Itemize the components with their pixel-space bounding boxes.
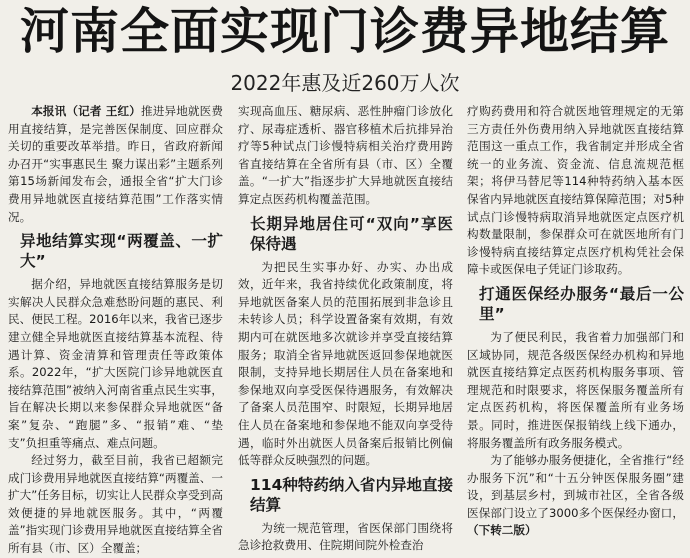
paragraph-text: 推进异地就医费用直接结算，是完善医保制度、回应群众关切的重要改革举措。昨日，省政府新闻办召开“实事惠民生 聚力谋出彩”主题系列第15场新闻发布会，通报全省“扩大门诊费用异地就医直接结算范围”工作落实情况。	[8, 104, 223, 224]
section-heading: 异地结算实现“两覆盖、一扩大”	[20, 232, 223, 271]
subheadline: 2022年惠及近260万人次	[230, 71, 460, 95]
paragraph	[8, 103, 223, 226]
paragraph: 为把民生实事办好、办实、办出成效，近年来，我省持续优化政策制度，将异地就医备案人员的范围拓展到非急诊且未转诊人员；科学设置备案有效期，有效期内可在就医地多次就诊并享受直接结算服务；取消全省异地就医返回参保地就医限制，支持异地长期居住人员在备案地和参保地双向享受医保待遇服务，有效解决了备案人员范围窄、时限短，长期异地居住人员在备案地和参保地不能双向享受待遇，临时外出就医人员备案后报销比例偏低等群众反映强烈的问题。	[238, 259, 453, 468]
article-column-2	[238, 103, 453, 553]
section-heading: 打通医保经办服务“最后一公里”	[479, 284, 684, 323]
paragraph: 为了便民利民，我省着力加强部门和区域协同，规范各级医保经办机构和异地就医直接结算定点医药机构服务事项、管理规范和时限要求，将医保服务覆盖所有定点医药机构，将医保覆盖所有业务场景。同时，推进医保报销线上线下通办，将服务覆盖所有政务服务模式。	[467, 329, 684, 450]
paragraph: 经过努力，截至目前，我省已超额完成门诊费用异地就医直接结算“两覆盖、一扩大”任务目标，切实让人民群众享受到高效便捷的异地就医服务。其中，“两覆盖”指实现门诊费用异地就医直接结算全省所有县（市、区）全覆盖；	[8, 453, 223, 556]
paragraph: 为统一规范管理，省医保部门围绕将急诊抢救费用、住院期间院外检查治	[238, 520, 453, 553]
byline: 本报讯（记者 王红）	[31, 104, 141, 118]
paragraph: 据介绍，异地就医直接结算服务是切实解决人民群众急难愁盼问题的惠民、利民、便民工程。2016年以来，我省已逐步建立健全异地就医直接结算基本流程、待遇计算、资金清算和管理责任等政策体系。2022年，“扩大医院门诊异地就医直接结算范围”被纳入河南省重点民生实事，旨在解决长期以来参保群众异地就医“备案”复杂、“跑腿”多、“报销”难、“垫支”负担重等痛点、难点问题。	[8, 277, 224, 450]
article-column-1	[8, 103, 224, 556]
paragraph	[467, 452, 684, 540]
paragraph: 疗购药费用和符合就医地管理规定的无第三方责任外伤费用纳入异地就医直接结算范围这一重点工作，我省制定并形成全省统一的业务流、资金流、信息流规范框架；将伊马替尼等114种特药纳入基本医保省内异地就医直接结算保障范围；对5种试点门诊慢特病取消异地就医定点医疗机构数量限制，参保群众可在就医地所有门诊慢特病直接结算定点医疗机构凭社会保障卡或医保电子凭证门诊取药。	[467, 104, 684, 277]
section-heading: 114种特药纳入省内异地直接结算	[250, 475, 453, 514]
headline: 河南全面实现门诊费异地结算	[19, 3, 670, 60]
section-heading: 长期异地居住可“双向”享医保待遇	[250, 214, 453, 253]
article-column-3	[467, 103, 684, 548]
paragraph-text: 为了能够办服务便捷化，全省推行“经办服务下沉”和“十五分钟医保服务圈”建设，到基层乡村，到城市社区，全省各级医保部门设立了3000多个医保经办窗口，	[467, 453, 684, 520]
continued-note: （下转二版）	[467, 523, 537, 538]
paragraph: 实现高血压、糖尿病、恶性肿瘤门诊放化疗、尿毒症透析、器官移植术后抗排异治疗等5种试点门诊慢特病相关治疗费用跨省直接结算在全省所有县（市、区）全覆盖。“一扩大”指逐步扩大异地就医直接结算定点医药机构覆盖范围。	[238, 104, 453, 206]
